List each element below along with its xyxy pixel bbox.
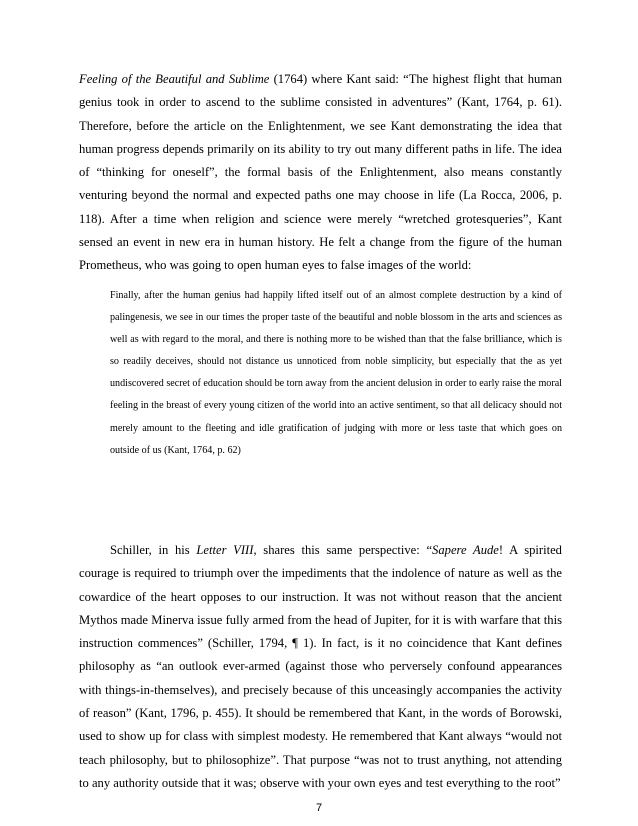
- paragraph-text: (1764) where Kant said: “The highest flight that human genius took in order to ascend to the sublime consisted in adventures” (Kant, 1764, p. 61). Therefore, before the article on the Enlightenment, we see Kant demonstrating the idea that human progress depends primarily on its ability to try out many different paths in life. The idea of “thinking for oneself”, the formal basis of the Enlightenment, also means constantly venturing beyond the normal and expected paths one may choose in life (La Rocca, 2006, p. 118). After a time when religion and science were merely “wretched grotesqueries”, Kant sensed an event in new era in human history. He felt a change from the figure of the human Prometheus, who was going to open human eyes to false images of the world:: [79, 72, 562, 273]
- letter-title: Letter VIII: [196, 543, 254, 557]
- paragraph-text-b: , shares this same perspective: “: [253, 543, 433, 557]
- paragraph-kant-sublime: [79, 68, 562, 278]
- paragraph-text-c: ! A spirited courage is required to triumph over the impediments that the indolence of nature as well as the cowardice of the heart opposes to our instruction. It was not without reason that the ancient Mythos made Minerva issue fully armed from the head of Jupiter, for it is with warfare that this instruction commences” (Schiller, 1794, ¶ 1). In fact, is it no coincidence that Kant defines philosophy as “an outlook ever-armed (against those who perversely confound appearances with things-in-themselves), and precisely because of this unceasingly accompanies the activity of reason” (Kant, 1796, p. 455). It should be remembered that Kant, in the words of Borowski, used to show up for class with simplest modesty. He remembered that Kant always “would not teach philosophy, but to philosophize”. That purpose “was not to trust anything, not attending to any authority outside that it was; observe with your own eyes and test everything to the root”: [79, 543, 562, 790]
- page-number: 7: [315, 802, 323, 814]
- paragraph-schiller: [79, 539, 562, 795]
- block-quote: Finally, after the human genius had happily lifted itself out of an almost complete destruction by a kind of palingenesis, we see in our times the proper taste of the beautiful and noble blossom in the arts and sciences as well as with regard to the moral, and there is nothing more to be wished than that the false brilliance, which is so readily deceives, should not distance us unnoticed from noble simplicity, but especially that the as yet undiscovered secret of education should be torn away from the ancient delusion in order to early raise the moral feeling in the breast of every young citizen of the world into an active sentiment, so that all delicacy should not merely amount to the fleeting and idle gratification of judging with more or less taste that which goes on outside of us (Kant, 1764, p. 62): [110, 290, 562, 456]
- motto: Sapere Aude: [432, 543, 499, 557]
- book-title: Feeling of the Beautiful and Sublime: [79, 72, 270, 86]
- paragraph-text-a: Schiller, in his: [110, 543, 197, 557]
